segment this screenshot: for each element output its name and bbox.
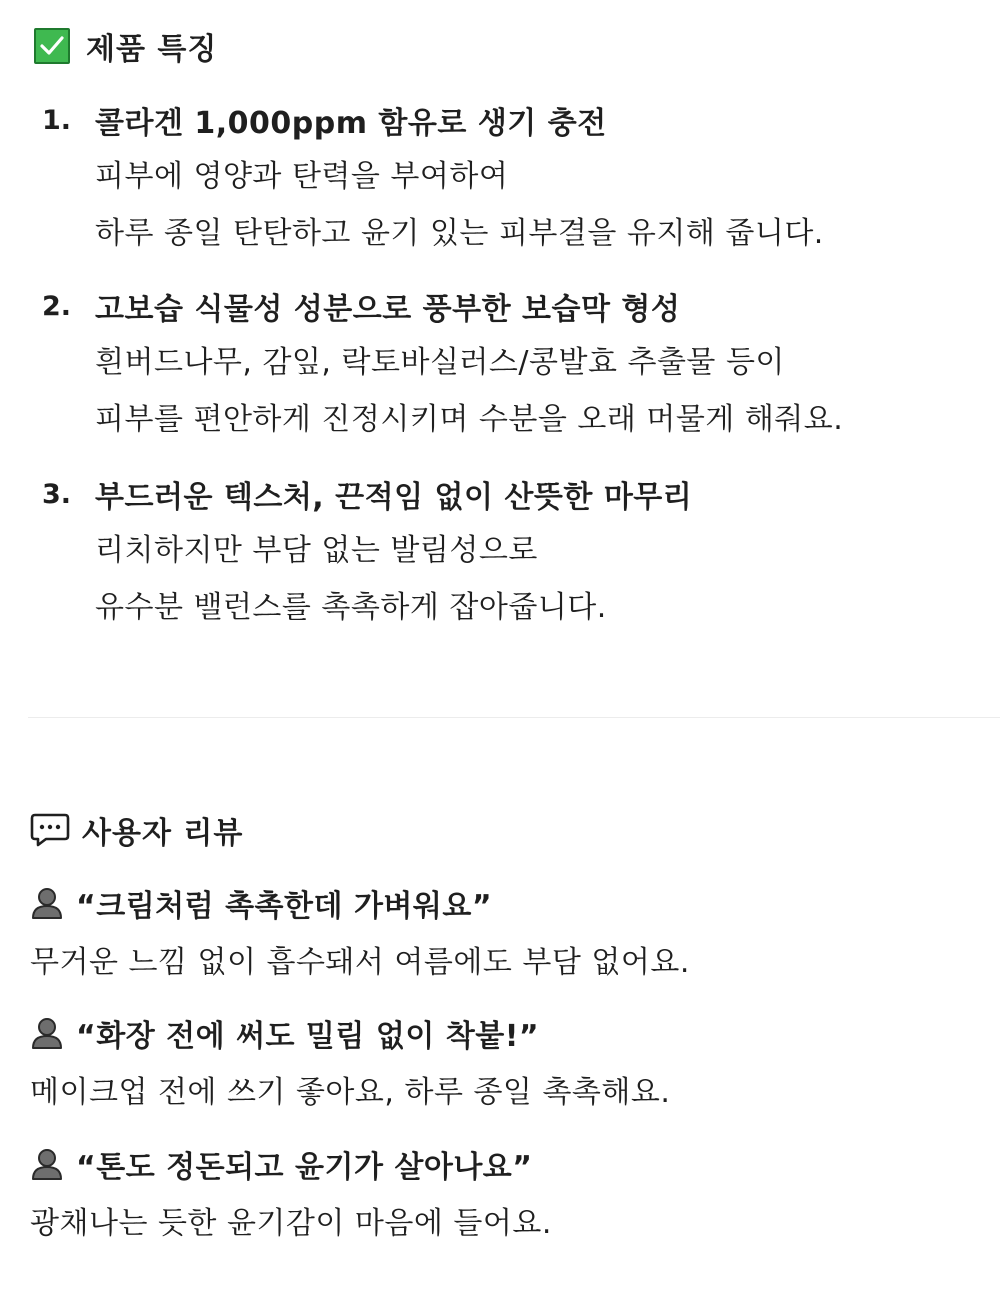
section-divider [28,717,1000,718]
feature-description-line: 흰버드나무, 감잎, 락토바실러스/콩발효 추출물 등이 [95,345,785,380]
feature-title: 고보습 식물성 성분으로 풍부한 보습막 형성 [95,292,681,327]
check-box-icon [34,28,70,64]
feature-item-1 [0,100,1000,262]
reviews-header [30,808,243,852]
review-title: “크림처럼 촉촉한데 가벼워요” [76,889,493,924]
review-title: “화장 전에 써도 밀림 없이 착붙!” [76,1019,540,1054]
feature-description-line: 피부를 편안하게 진정시키며 수분을 오래 머물게 해줘요. [95,402,844,437]
person-icon [30,886,64,920]
feature-item-2 [0,286,1000,448]
feature-description-line: 리치하지만 부담 없는 발림성으로 [95,533,538,568]
speech-bubble-icon [30,812,70,848]
feature-number: 3. [42,478,72,510]
review-body: 광채나는 듯한 윤기감이 마음에 들어요. [30,1206,552,1241]
features-title: 제품 특징 [86,32,218,67]
person-icon [30,1147,64,1181]
review-body: 메이크업 전에 쓰기 좋아요, 하루 종일 촉촉해요. [30,1075,671,1110]
reviews-title: 사용자 리뷰 [82,816,244,851]
feature-title: 부드러운 텍스처, 끈적임 없이 산뜻한 마무리 [95,480,693,515]
review-item-3 [30,1144,990,1242]
feature-description-line: 유수분 밸런스를 촉촉하게 잡아줍니다. [95,590,607,625]
person-icon [30,1016,64,1050]
review-item-2 [30,1013,990,1111]
feature-description-line: 피부에 영양과 탄력을 부여하여 [95,159,509,194]
feature-description [95,148,1000,262]
feature-description-line: 하루 종일 탄탄하고 윤기 있는 피부결을 유지해 줍니다. [95,216,824,251]
feature-item-3 [0,474,1000,636]
feature-description [95,522,1000,636]
feature-title: 콜라겐 1,000ppm 함유로 생기 충전 [95,106,607,141]
features-header [34,24,217,68]
feature-number: 1. [42,104,72,136]
review-body: 무거운 느낌 없이 흡수돼서 여름에도 부담 없어요. [30,945,690,980]
review-title: “톤도 정돈되고 윤기가 살아나요” [76,1150,533,1185]
review-item-1 [30,883,990,981]
feature-description [95,334,1000,448]
feature-number: 2. [42,290,72,322]
